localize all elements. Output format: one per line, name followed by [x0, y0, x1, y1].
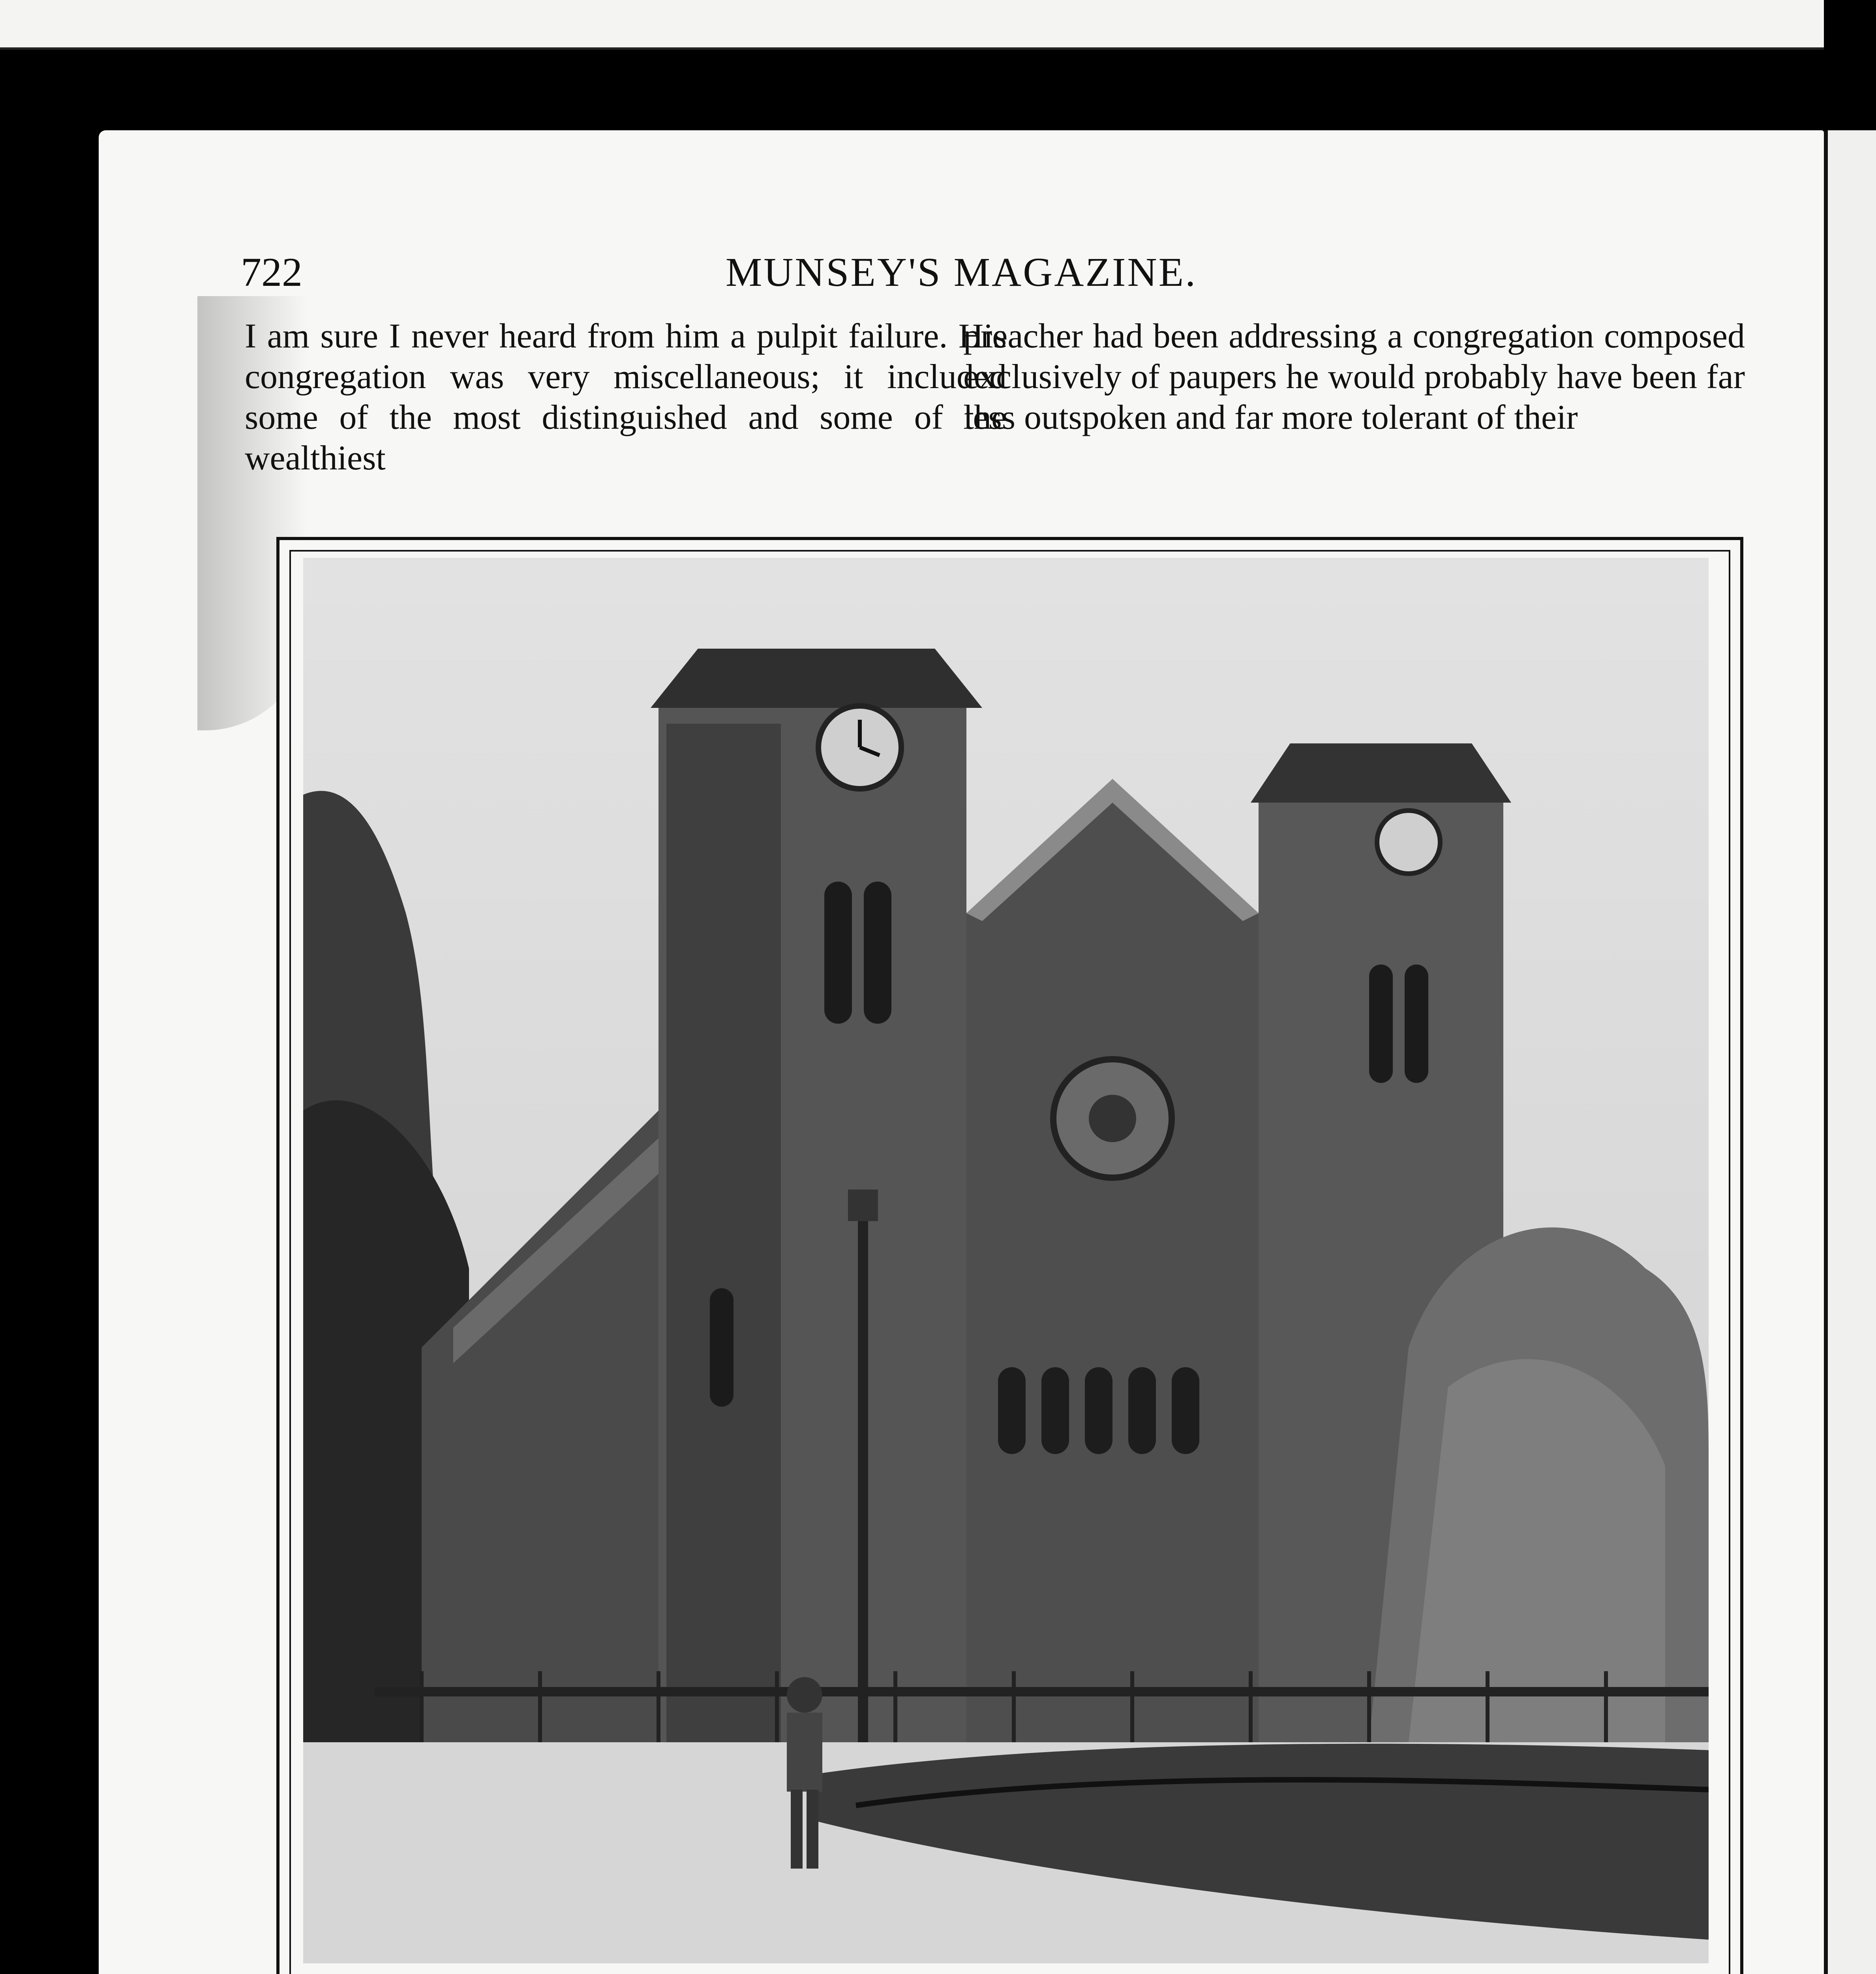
upper-right-column — [963, 316, 1745, 438]
adjacent-page-edge — [1824, 130, 1876, 1974]
church-illustration — [303, 558, 1709, 1963]
magazine-page — [99, 130, 1824, 1974]
page-number: 722 — [241, 250, 302, 295]
running-title: MUNSEY'S MAGAZINE. — [725, 250, 1197, 295]
church-photograph — [303, 558, 1709, 1963]
upper-right-text: preacher had been addressing a congregation composed exclusively of paupers he would probably have been far less outspoken and far more tolerant of their — [963, 317, 1745, 437]
previous-page-strip — [0, 0, 1824, 50]
upper-left-column — [245, 316, 1007, 478]
upper-left-text: I am sure I never heard from him a pulpit failure. His congregation was very miscellaneous; it included some of the most distinguished and some of the wealthiest — [245, 317, 1007, 477]
photo-plate-frame — [276, 537, 1743, 1974]
